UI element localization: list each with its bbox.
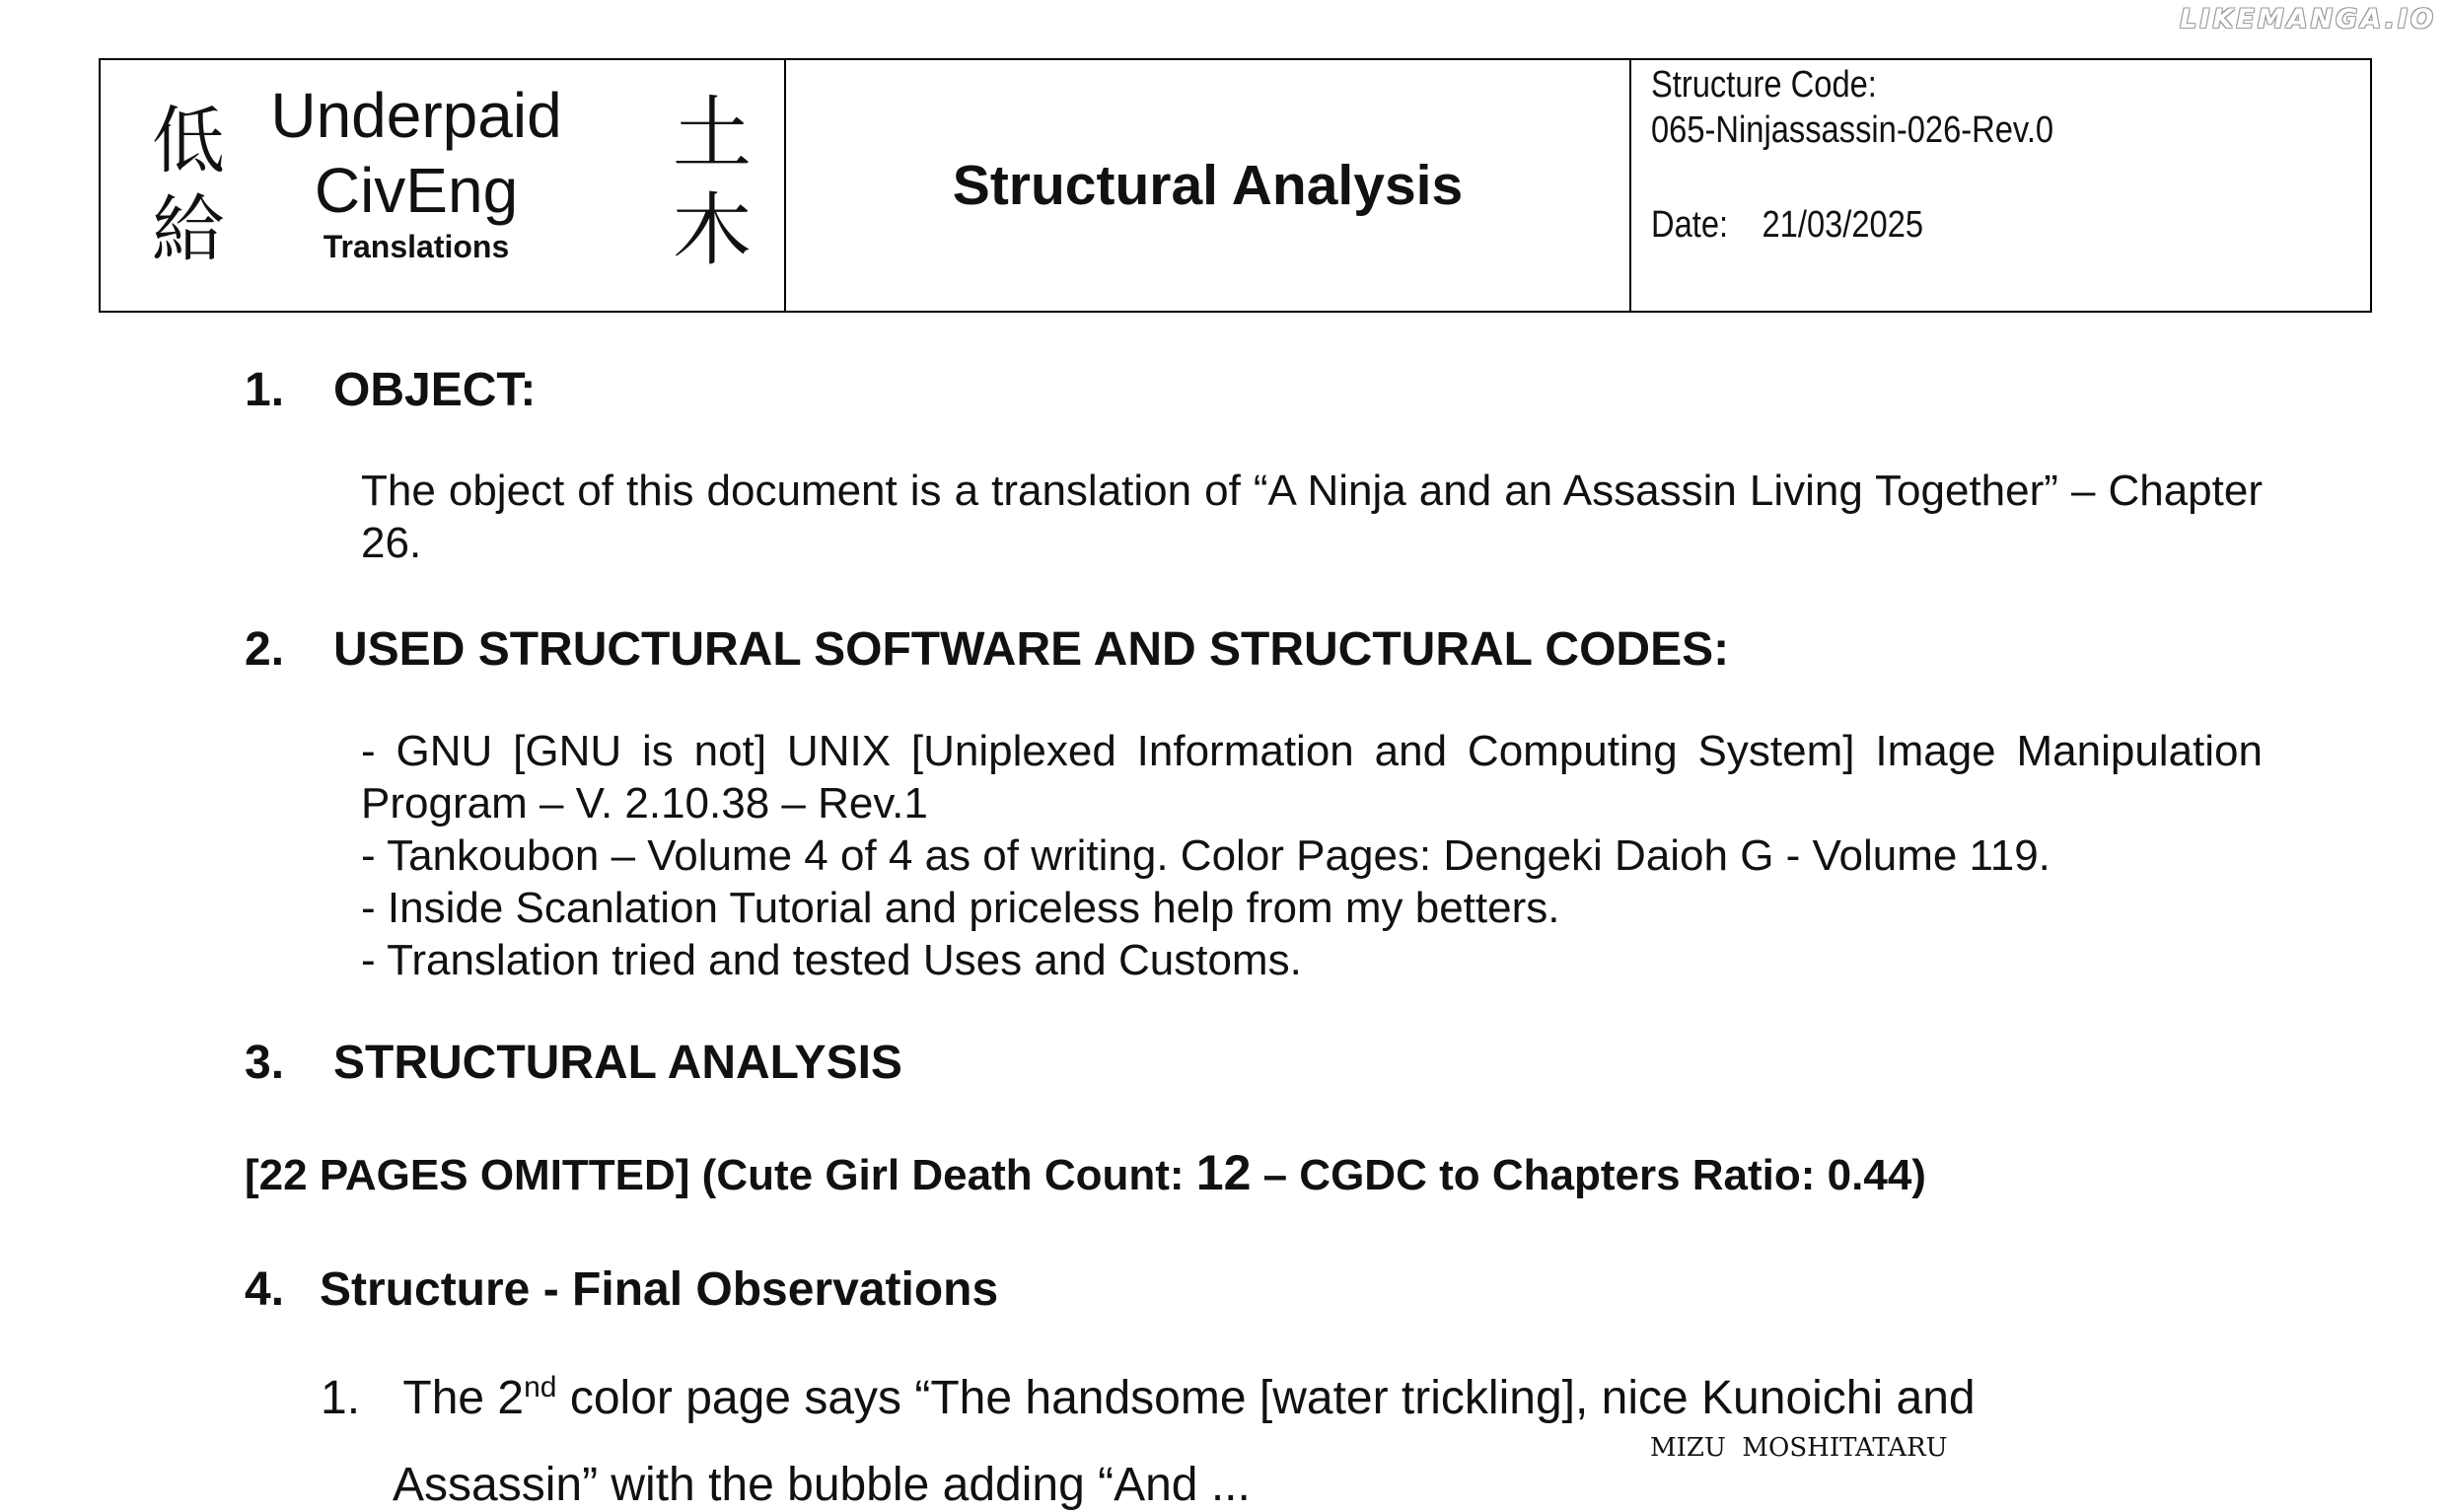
section-1-number: 1. — [245, 364, 285, 416]
section-4-number: 4. — [245, 1263, 285, 1316]
section-2-title: USED STRUCTURAL SOFTWARE AND STRUCTURAL CODES: — [333, 623, 1730, 676]
structure-code-value: 065-Ninjassassin-026-Rev.0 — [1651, 109, 2054, 151]
observation-1-text-start: The 2 — [402, 1372, 525, 1424]
date-value: 21/03/2025 — [1762, 204, 1924, 246]
observation-1-line-2: Assassin” with the bubble adding “And ... — [393, 1459, 1251, 1511]
date-row — [1651, 204, 1923, 247]
section-4-title: Structure - Final Observations — [320, 1263, 999, 1316]
section-3-title: STRUCTURAL ANALYSIS — [333, 1037, 902, 1089]
section-2-item: - GNU [GNU is not] UNIX [Uniplexed Information and Computing System] Image Manipulation Program – V. 2.10.38 – Rev.1 — [361, 727, 2263, 828]
meta-cell — [1631, 60, 2370, 311]
section-2-item: - Inside Scanlation Tutorial and priceless help from my betters. — [361, 884, 1560, 932]
logo-subtitle: Translations — [323, 229, 510, 264]
logo-kanji-left-top: 低 — [152, 99, 225, 183]
document-header — [99, 58, 2372, 313]
title-cell — [786, 60, 1631, 311]
section-1-body: The object of this document is a translation of “A Ninja and an Assassin Living Together” – Chapter 26. — [361, 467, 2263, 567]
section-2-item: - Tankoubon – Volume 4 of 4 as of writing. Color Pages: Dengeki Daioh G - Volume 119. — [361, 831, 2050, 880]
omitted-note-ratio: – CGDC to Chapters Ratio: 0.44) — [1251, 1151, 1926, 1199]
observation-1 — [321, 1371, 1976, 1425]
furigana-annotation: MIZU MOSHITATARU — [1650, 1433, 1948, 1463]
ordinal-suffix: nd — [524, 1371, 557, 1404]
logo-kanji-right-top: 土 — [673, 88, 752, 180]
logo-line-2: CivEng — [314, 155, 519, 226]
logo-kanji-left-bottom: 給 — [152, 187, 225, 272]
omitted-note-text: [22 PAGES OMITTED] (Cute Girl Death Count: — [245, 1151, 1196, 1199]
section-2-number: 2. — [245, 623, 285, 676]
section-3-number: 3. — [245, 1037, 285, 1089]
logo-line-1: Underpaid — [270, 80, 562, 151]
document-title: Structural Analysis — [952, 154, 1464, 217]
omitted-pages-note — [245, 1144, 1926, 1201]
observation-1-number: 1. — [321, 1372, 361, 1424]
logo-cell — [101, 60, 786, 311]
logo-kanji-right-bottom: 木 — [673, 184, 752, 276]
watermark: LIKEMANGA.IO — [2180, 4, 2436, 35]
date-label: Date: — [1651, 204, 1729, 246]
section-1-title: OBJECT: — [333, 364, 537, 416]
observation-1-text-end: color page says “The handsome [water trickling], nice Kunoichi and — [556, 1372, 1976, 1424]
death-count-value: 12 — [1195, 1145, 1252, 1200]
section-2-item: - Translation tried and tested Uses and Customs. — [361, 936, 1302, 984]
structure-code-label: Structure Code: — [1651, 64, 1877, 106]
logo-text — [258, 78, 574, 265]
